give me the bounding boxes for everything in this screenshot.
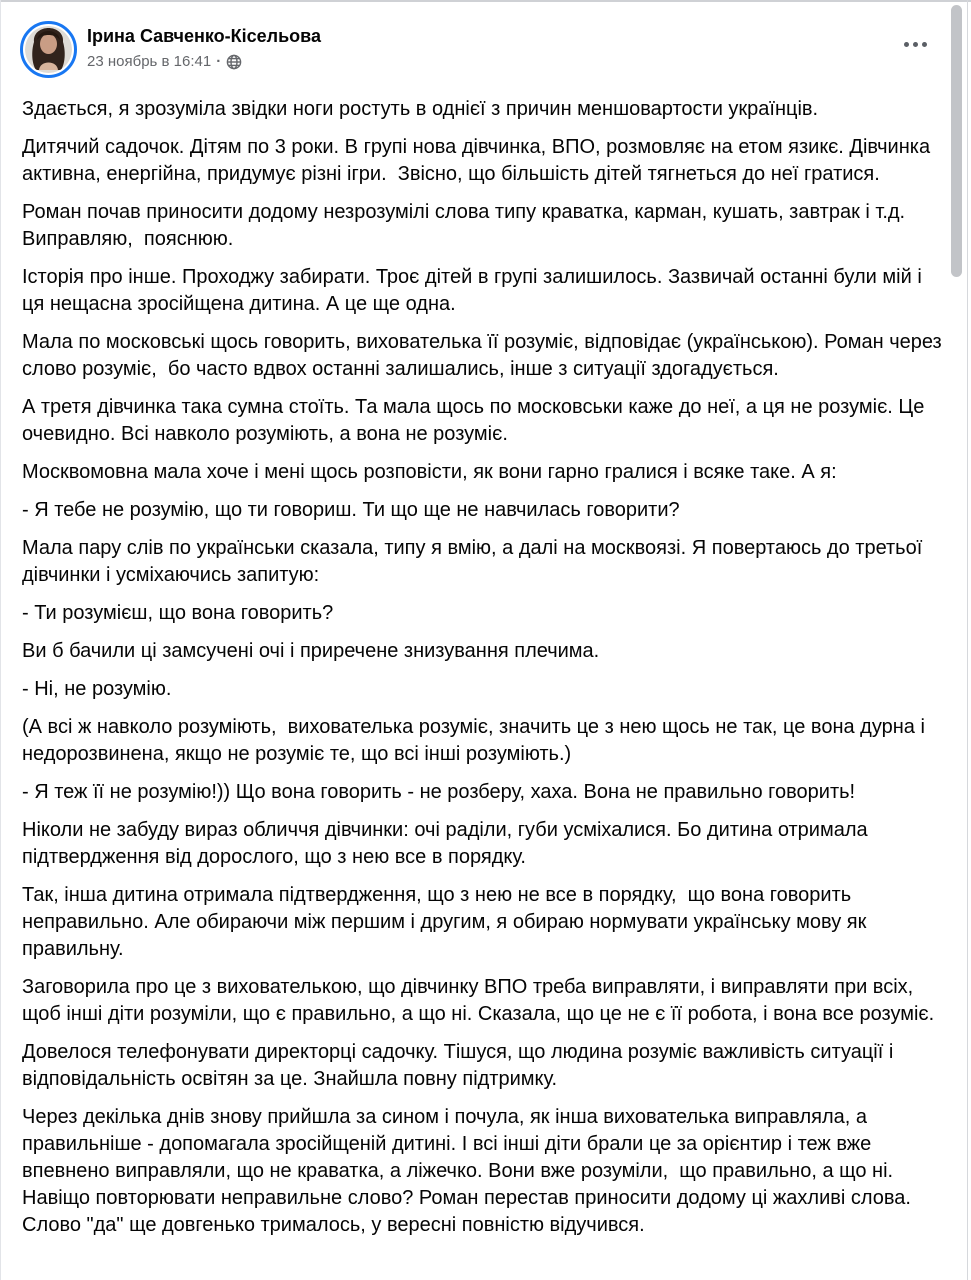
post-paragraph: Мала пару слів по українськи сказала, типу я вмію, а далі на москвоязі. Я повертаюсь до третьої дівчинки і усміхаючись запитую: — [22, 537, 928, 586]
ellipsis-dot — [904, 42, 909, 47]
post-paragraph: - Ти розумієш, що вона говорить? — [22, 602, 334, 624]
card-left-border — [0, 0, 1, 1280]
post-meta — [87, 52, 321, 72]
post-header — [0, 0, 971, 88]
post-paragraph: Ніколи не забуду вираз обличчя дівчинки: очі раділи, губи усміхалися. Бо дитина отримала підтвердження від дорослого, що з нею все в порядку. — [22, 819, 874, 868]
post-paragraph: Роман почав приносити додому незрозумілі слова типу краватка, карман, кушать, завтрак і т.д. Виправляю, пояснюю. — [22, 201, 911, 250]
post-paragraph: Так, інша дитина отримала підтвердження, що з нею не все в порядку, що вона говорить неправильно. Але обираючи між першим і другим, я обираю нормувати українську мову як правильну. — [22, 884, 872, 960]
card-right-border — [967, 0, 968, 1280]
timestamp[interactable]: 23 ноябрь в 16:41 — [87, 53, 212, 70]
post-paragraph: (А всі ж навколо розуміють, вихователька розуміє, значить це з нею щось не так, це вона дурна і недорозвинена, якщо не розуміє те, що всі інші розуміють.) — [22, 716, 931, 765]
post-paragraph: Здається, я зрозуміла звідки ноги ростуть в однієї з причин меншовартости українців. — [22, 98, 819, 120]
post-paragraph: Мала по московські щось говорить, вихователька її розуміє, відповідає (українською). Роман через слово розуміє, бо часто вдвох останні залишались, інше з ситуації здогадується. — [22, 331, 948, 380]
post-paragraph: Заговорила про це з вихователькою, що дівчинку ВПО треба виправляти, і виправляти при всіх, щоб інші діти розуміли, що є правильно, а що ні. Сказала, що це не є її робота, і вона все розуміє. — [22, 976, 935, 1025]
scrollbar-thumb[interactable] — [951, 5, 962, 277]
post-paragraph: Історія про інше. Проходжу забирати. Троє дітей в групі залишилось. Зазвичай останні були мій і ця нещасна зросійщена дитина. А це ще одна. — [22, 266, 928, 315]
post-paragraph: - Я теж її не розумію!)) Що вона говорить - не розберу, хаха. Вона не правильно говорить! — [22, 781, 856, 803]
post-content — [0, 88, 971, 1239]
more-options-button[interactable] — [898, 36, 933, 53]
post-paragraph: - Я тебе не розумію, що ти говориш. Ти що ще не навчилась говорити? — [22, 499, 680, 521]
post-paragraph: Довелося телефонувати директорці садочку. Тішуся, що людина розуміє важливість ситуації і відповідальність освітян за це. Знайшла повну підтримку. — [22, 1041, 899, 1090]
meta-separator: · — [216, 53, 222, 70]
avatar-photo — [25, 26, 72, 73]
post-paragraph: А третя дівчинка така сумна стоїть. Та мала щось по московськи каже до неї, а ця не розуміє. Це очевидно. Всі навколо розуміють, а вона не розуміє. — [22, 396, 930, 445]
globe-icon — [226, 54, 242, 70]
post-paragraph: Москвомовна мала хоче і мені щось розповісти, як вони гарно гралися і всяке таке. А я: — [22, 461, 837, 483]
avatar[interactable] — [20, 21, 77, 78]
post-paragraph: - Ні, не розумію. — [22, 678, 172, 700]
ellipsis-dot — [922, 42, 927, 47]
header-text — [87, 24, 321, 72]
post-paragraph: Через декілька днів знову прийшла за сином і почула, як інша вихователька виправляла, а правильніше - допомагала зросійщеній дитині. І всі інші діти брали це за орієнтир і теж вже впевнено виправляли, що не краватка, а ліжечко. Вони вже розуміли, що правильно, а що ні. Навіщо повторювати неправильне слово? Роман перестав приносити додому ці жахливі слова. Слово "да" ще довгенько трималось, у вересні повністю відучився. — [22, 1106, 917, 1236]
post-paragraph: Ви б бачили ці замсучені очі і приречене знизування плечима. — [22, 640, 600, 662]
post-paragraph: Дитячий садочок. Дітям по 3 роки. В групі нова дівчинка, ВПО, розмовляє на етом язикє. Дівчинка активна, енергійна, придумує різні ігри. Звісно, що більшість дітей тягнеться до неї гратися. — [22, 136, 936, 185]
author-name[interactable]: Ірина Савченко-Кісельова — [87, 26, 321, 46]
ellipsis-dot — [913, 42, 918, 47]
